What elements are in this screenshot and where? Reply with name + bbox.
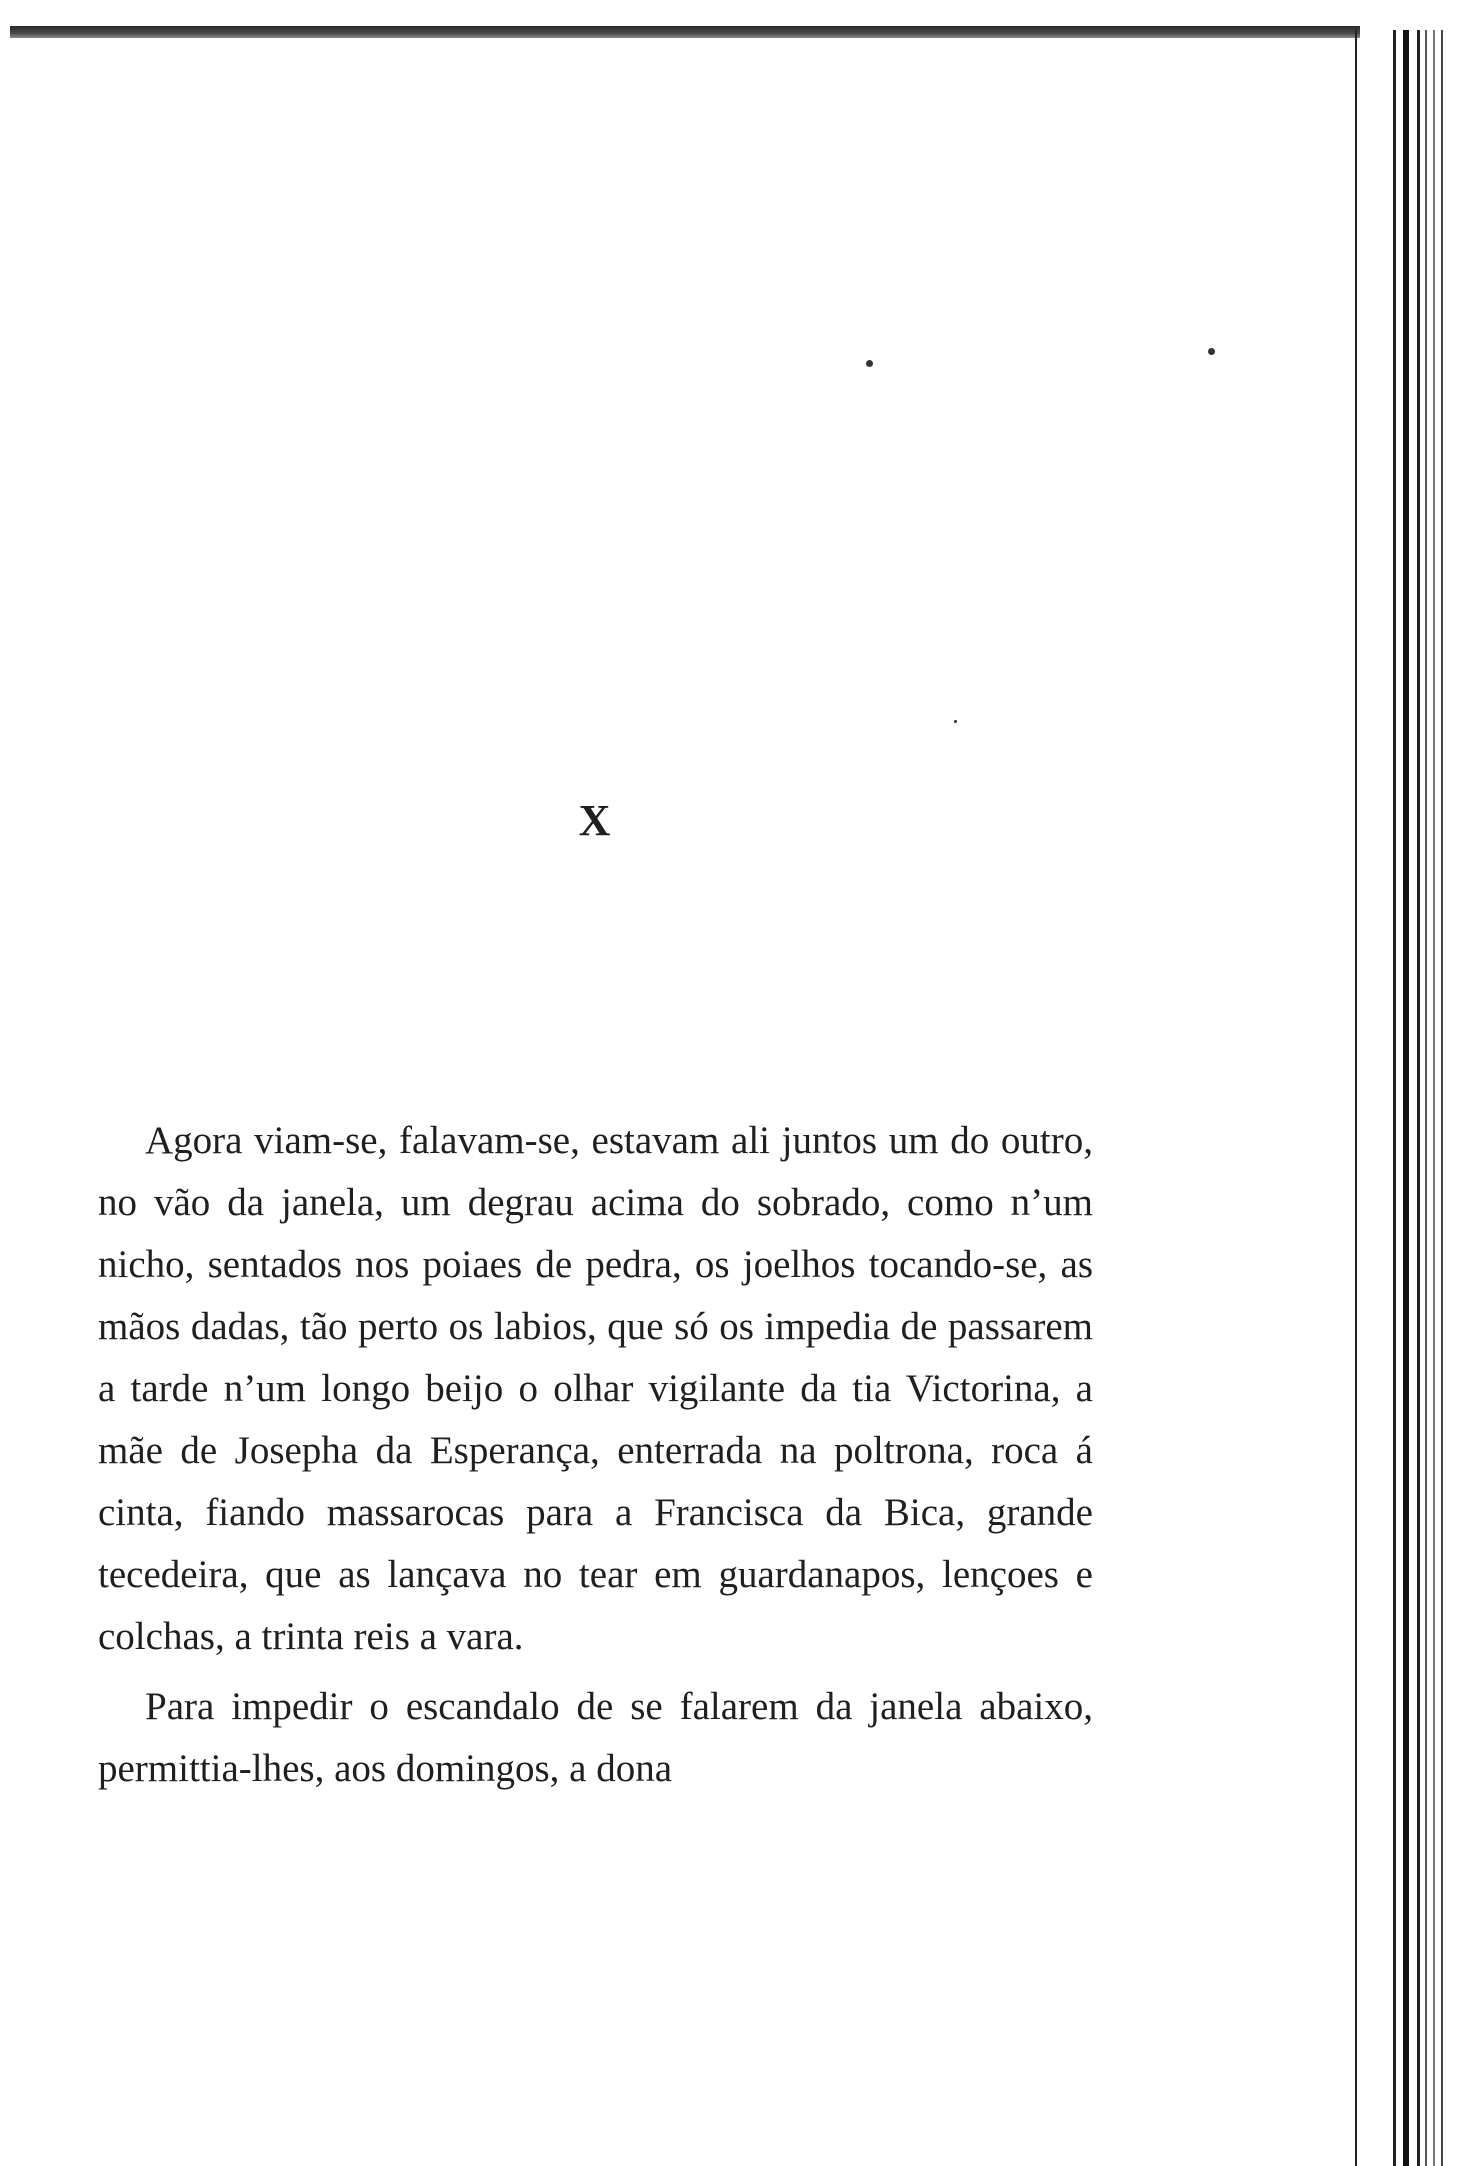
paragraph-1: Agora viam-se, falavam-se, estavam ali juntos um do outro, no vão da janela, um degrau acima do sobrado, como n’um nicho, sentados nos poiaes de pedra, os joelhos tocando-se, as mãos dadas, tão perto os labios, que só os impedia de passarem a tarde n’um longo beijo o olhar vigilante da tia Victorina, a mãe de Josepha da Esperança, enterrada na poltrona, roca á cinta, fiando massarocas para a Francisca da Bica, grande tecedeira, que as lançava no tear em guardanapos, lençoes e colchas, a trinta reis a vara. xyxy=(98,1119,1093,1658)
top-page-border xyxy=(10,26,1360,38)
ink-speck xyxy=(954,720,957,723)
paragraph-2: Para impedir o escandalo de se falarem da janela abaixo, permittia-lhes, aos domingos, a dona xyxy=(98,1685,1093,1790)
ink-speck xyxy=(1208,348,1215,355)
ink-speck xyxy=(866,360,873,367)
body-text xyxy=(98,1110,1093,1808)
chapter-number: X xyxy=(578,796,612,846)
book-spine-edge xyxy=(1355,30,1480,2166)
